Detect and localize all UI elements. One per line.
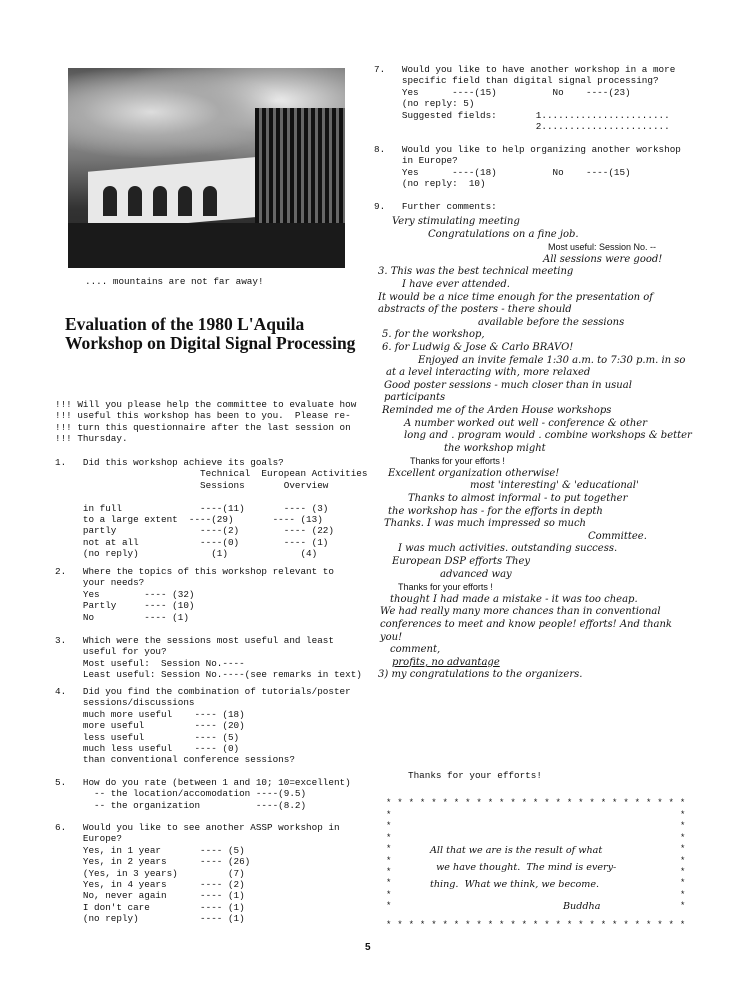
quote-text: All that we are is the result of what we have thought. The mind is every- thing. What we think, we become. (430, 845, 617, 890)
text-line: -- the location/accomodation ----(9.5) (55, 788, 307, 800)
comment: most 'interesting' & 'educational' (470, 480, 639, 492)
text-line: (Yes, in 3 years) (7) (55, 867, 245, 879)
text-line: 2. Where the topics of this workshop relevant to (55, 566, 334, 577)
text-line: not at all ----(0) ---- (1) (55, 536, 329, 548)
comment: Enjoyed an invite female 1:30 a.m. to 7:30 p.m. in so (418, 354, 686, 366)
text-line: useful for you? (55, 646, 167, 658)
question-3 (55, 635, 362, 681)
comment: We had really many more chances than in conventional (380, 606, 661, 618)
text-line: partly ----(2) ---- (22) (55, 525, 334, 537)
star-border-left: * * * * * * * * * (386, 810, 392, 912)
comment: Thanks for your efforts ! (410, 456, 505, 467)
comment: I have ever attended. (402, 278, 510, 290)
text-line: 6. Would you like to see another ASSP workshop in (55, 822, 340, 833)
text-line: Yes, in 4 years ---- (2) (55, 879, 245, 891)
text-line: (no reply: 5) (374, 98, 475, 110)
comment: long and . program would . combine workshops & better (404, 430, 692, 442)
text-line: than conventional conference sessions? (55, 754, 295, 766)
text-line: Sessions Overview (55, 479, 329, 491)
comment: at a level interacting with, more relaxed (386, 367, 591, 379)
comment: available before the sessions (478, 316, 625, 328)
comment: 3) my congratulations to the organizers. (378, 669, 583, 681)
comment: advanced way (440, 568, 512, 580)
comment: comment, (390, 644, 441, 656)
text-line: 8. Would you like to help organizing another workshop (374, 144, 681, 155)
text-line: !!! turn this questionnaire after the last session on (55, 421, 351, 433)
text-line: Most useful: Session No.---- (55, 657, 245, 669)
comment: Thanks. I was much impressed so much (384, 518, 587, 530)
thanks-note: Thanks for your efforts! (408, 770, 542, 781)
text-line: in Europe? (374, 155, 458, 167)
text-line: 5. How do you rate (between 1 and 10; 10=excellent) (55, 777, 351, 788)
text-line: No ---- (1) (55, 611, 189, 623)
star-border-right: * * * * * * * * * (680, 810, 686, 912)
text-line: Yes ----(15) No ----(23) (374, 86, 631, 98)
text-line: (no reply: 10) (374, 178, 486, 190)
handwritten-comments (378, 216, 693, 682)
text-line: Europe? (55, 833, 122, 845)
question-8 (374, 144, 681, 190)
text-line: !!! useful this workshop has been to you. Please re- (55, 410, 351, 422)
comment: abstracts of the posters - there should (378, 304, 572, 316)
question-1 (55, 457, 367, 560)
text-line: sessions/discussions (55, 697, 195, 709)
text-line: 2....................... (374, 121, 670, 133)
text-line: much less useful ---- (0) (55, 743, 240, 755)
text-line: Yes ----(18) No ----(15) (374, 166, 631, 178)
text-line: !!! Thursday. (55, 433, 128, 445)
text-line: in full ----(11) ---- (3) (55, 502, 329, 514)
page-number: 5 (365, 942, 371, 953)
comment: Thanks for your efforts ! (398, 582, 493, 593)
text-line: (no reply) (1) (4) (55, 548, 318, 560)
quote-author: Buddha (563, 901, 601, 912)
comment: thought I had made a mistake - it was too cheap. (390, 593, 638, 605)
text-line: Technical European Activities (55, 468, 368, 480)
text-line: to a large extent ----(29) ---- (13) (55, 514, 323, 526)
comment: 3. This was the best technical meeting (378, 266, 574, 278)
page-title: Evaluation of the 1980 L'Aquila Workshop on Digital Signal Processing (65, 314, 356, 353)
comment: profits, no advantage (392, 656, 500, 668)
text-line: much more useful ---- (18) (55, 708, 245, 720)
photo-caption: .... mountains are not far away! (85, 276, 264, 287)
text-line: your needs? (55, 577, 145, 589)
text-line: less useful ---- (5) (55, 731, 240, 743)
text-line: 9. Further comments: (374, 201, 497, 212)
star-border-bottom: * * * * * * * * * * * * * * * * * * * * * * * * * * * (386, 920, 686, 930)
comment: Most useful: Session No. -- (548, 242, 657, 253)
text-line: !!! Will you please help the committee to evaluate how (55, 399, 357, 410)
text-line: Yes, in 1 year ---- (5) (55, 844, 245, 856)
comment: 5. for the workshop, (382, 329, 485, 341)
text-line: Partly ---- (10) (55, 600, 195, 612)
comment: Congratulations on a fine job. (428, 228, 579, 240)
text-line: 7. Would you like to have another workshop in a more (374, 64, 676, 75)
question-5 (55, 777, 351, 811)
text-line (55, 491, 367, 502)
text-line: Yes, in 2 years ---- (26) (55, 856, 251, 868)
text-line: specific field than digital signal processing? (374, 75, 659, 87)
text-line: No, never again ---- (1) (55, 890, 245, 902)
comment: A number worked out well - conference & other (404, 417, 648, 429)
comment: I was much activities. outstanding success. (398, 543, 618, 555)
text-line: Least useful: Session No.----(see remarks in text) (55, 669, 362, 681)
text-line: 4. Did you find the combination of tutorials/poster (55, 686, 351, 697)
question-2 (55, 566, 334, 623)
comment: conferences to meet and know people! efforts! And thank you! (380, 619, 672, 643)
comment: Thanks to almost informal - to put together (408, 493, 628, 505)
text-line: Suggested fields: 1....................... (374, 109, 670, 121)
intro-text (55, 399, 356, 445)
text-line: (no reply) ---- (1) (55, 913, 245, 925)
text-line: Yes ---- (32) (55, 588, 195, 600)
comment: All sessions were good! (543, 253, 663, 265)
comment: Committee. (588, 530, 647, 542)
comment: the workshop might (444, 442, 546, 454)
workshop-photo (68, 68, 345, 268)
comment: It would be a nice time enough for the presentation of (378, 291, 653, 303)
text-line: more useful ---- (20) (55, 720, 245, 732)
question-9 (374, 201, 497, 212)
text-line: 3. Which were the sessions most useful and least (55, 635, 334, 646)
text-line: I don't care ---- (1) (55, 901, 245, 913)
comment: Very stimulating meeting (392, 216, 520, 227)
comment: Good poster sessions - much closer than in usual participants (384, 379, 632, 404)
question-4 (55, 686, 351, 766)
comment: 6. for Ludwig & Jose & Carlo BRAVO! (382, 341, 574, 353)
star-border-top: * * * * * * * * * * * * * * * * * * * * * * * * * * * (386, 798, 686, 808)
text-line: -- the organization ----(8.2) (55, 799, 307, 811)
text-line: 1. Did this workshop achieve its goals? (55, 457, 284, 468)
comment: Excellent organization otherwise! (388, 467, 560, 479)
comment: European DSP efforts They (392, 556, 531, 568)
question-7 (374, 64, 675, 132)
question-6 (55, 822, 340, 925)
comment: Reminded me of the Arden House workshops (382, 404, 612, 416)
comment: the workshop has - for the efforts in depth (388, 505, 603, 517)
